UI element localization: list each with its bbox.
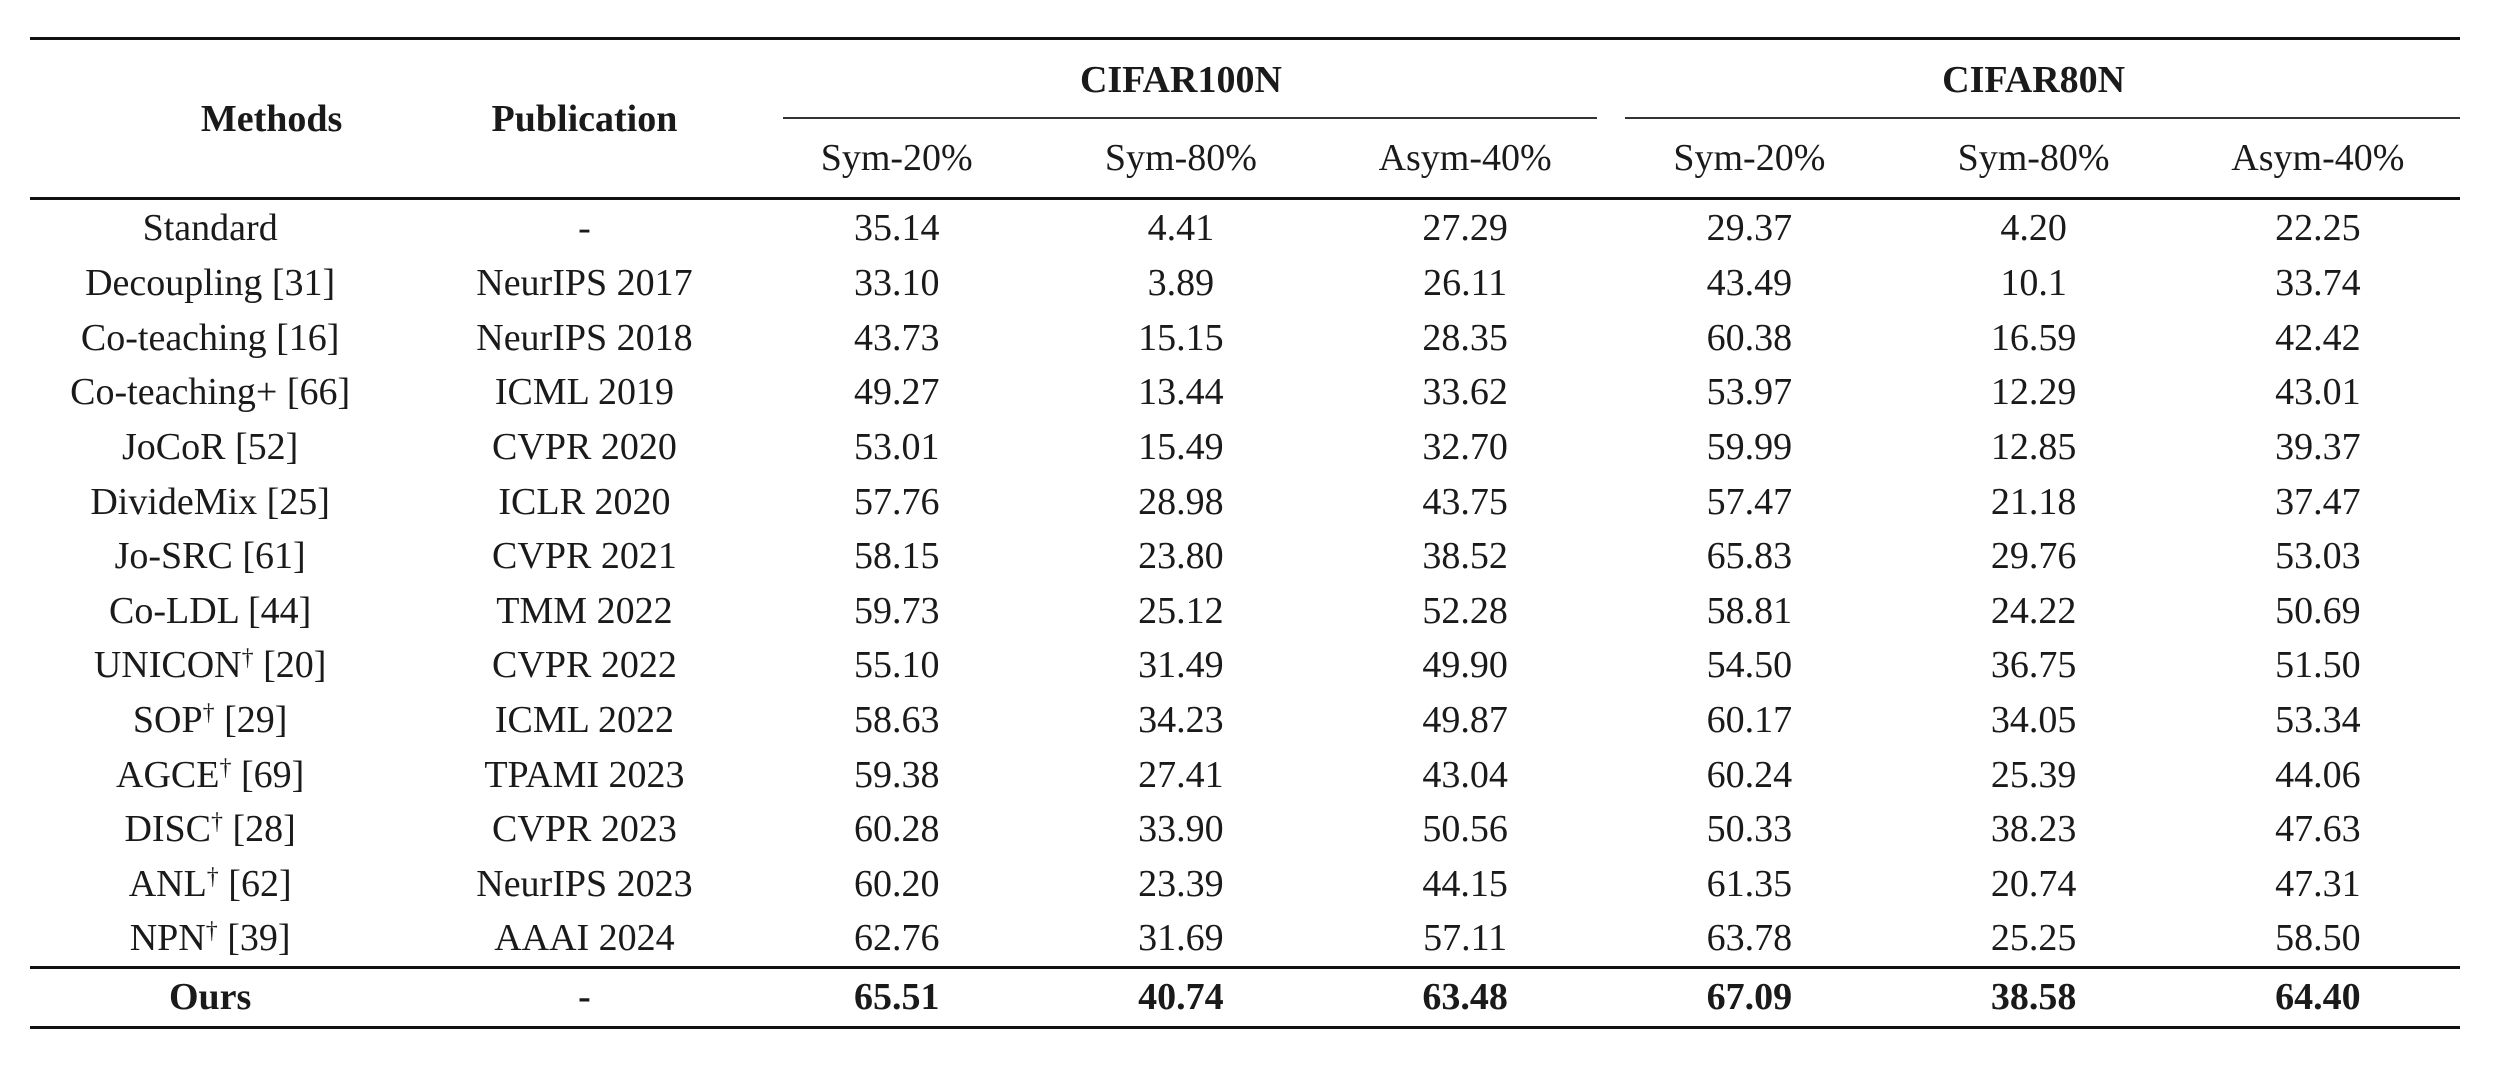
table-row [30, 420, 2460, 475]
publication-cell: CVPR 2020 [492, 426, 677, 469]
publication-cell: NeurIPS 2018 [476, 316, 693, 359]
table-row [30, 474, 2460, 529]
table-row [30, 638, 2460, 693]
ours-value-cell: 40.74 [1138, 976, 1224, 1019]
table-row [30, 256, 2460, 311]
table-row [30, 857, 2460, 912]
value-cell: 59.99 [1706, 426, 1793, 469]
table-row [30, 199, 2460, 257]
value-cell: 59.38 [853, 753, 940, 796]
publication-cell: AAAI 2024 [494, 917, 675, 960]
value-cell: 49.87 [1422, 699, 1508, 742]
value-cell: 33.90 [1138, 808, 1224, 851]
citation-ref: [31] [271, 262, 336, 305]
value-cell: 39.37 [2275, 426, 2361, 469]
citation-ref: [69] [240, 753, 305, 796]
value-cell: 33.74 [2275, 262, 2361, 305]
value-cell: 28.98 [1138, 480, 1224, 523]
ours-row [30, 967, 2460, 1027]
subcolumn-header: Sym-20% [1673, 137, 1826, 179]
table-row [30, 311, 2460, 366]
method-cell [30, 802, 414, 857]
method-name: NPN [129, 917, 206, 960]
method-cell [30, 747, 414, 802]
publication-cell: - [578, 207, 591, 249]
value-cell: 24.22 [1990, 589, 2077, 632]
value-cell: 57.11 [1423, 917, 1508, 960]
results-table-container [30, 37, 2460, 1029]
value-cell: 53.97 [1706, 371, 1793, 414]
publication-header: Publication [491, 97, 678, 140]
value-cell: 31.69 [1138, 917, 1224, 960]
value-cell: 32.70 [1422, 426, 1508, 469]
value-cell: 3.89 [1147, 262, 1215, 305]
ours-value-cell: 65.51 [853, 976, 940, 1019]
value-cell: 44.15 [1422, 862, 1508, 905]
cifar80n-group-rule [1625, 117, 2460, 119]
citation-ref: [20] [263, 644, 327, 687]
table-row [30, 693, 2460, 748]
results-table-body [30, 199, 2460, 968]
method-name: DivideMix [90, 480, 258, 523]
value-cell: 55.10 [853, 644, 940, 687]
dagger-mark: † [202, 700, 215, 727]
cifar100n-group-header [755, 39, 1608, 120]
value-cell: 47.31 [2275, 862, 2361, 905]
method-cell [30, 474, 414, 529]
method-name: Decoupling [85, 262, 263, 305]
publication-cell: TMM 2022 [496, 589, 673, 632]
method-cell [30, 311, 414, 366]
value-cell: 51.50 [2275, 644, 2361, 687]
value-cell: 27.41 [1138, 753, 1224, 796]
cifar80n-group-label: CIFAR80N [1942, 58, 2126, 101]
value-cell: 34.05 [1990, 699, 2077, 742]
value-cell: 43.75 [1422, 480, 1508, 523]
value-cell: 35.14 [853, 207, 940, 249]
value-cell: 38.52 [1422, 535, 1508, 578]
method-name: Co-teaching+ [70, 371, 278, 414]
value-cell: 28.35 [1422, 316, 1508, 359]
method-cell [30, 256, 414, 311]
value-cell: 50.33 [1706, 808, 1793, 851]
publication-cell: NeurIPS 2023 [476, 862, 693, 905]
value-cell: 33.10 [853, 262, 940, 305]
method-cell [30, 857, 414, 912]
value-cell: 52.28 [1422, 589, 1508, 632]
ours-value-cell: 38.58 [1990, 976, 2077, 1019]
value-cell: 29.37 [1706, 207, 1793, 249]
value-cell: 53.03 [2275, 535, 2361, 578]
cifar80n-group-header [1607, 39, 2460, 120]
value-cell: 43.49 [1706, 262, 1793, 305]
method-name: Co-teaching [80, 316, 267, 359]
value-cell: 49.27 [853, 371, 940, 414]
method-cell [30, 420, 414, 475]
value-cell: 15.49 [1138, 426, 1224, 469]
value-cell: 26.11 [1423, 262, 1508, 305]
value-cell: 43.04 [1422, 753, 1508, 796]
method-cell [30, 365, 414, 420]
cifar100n-group-rule [783, 117, 1598, 119]
value-cell: 23.80 [1138, 535, 1224, 578]
value-cell: 53.01 [853, 426, 940, 469]
value-cell: 58.63 [853, 699, 940, 742]
value-cell: 53.34 [2275, 699, 2361, 742]
publication-cell: CVPR 2023 [492, 808, 677, 851]
value-cell: 43.01 [2275, 371, 2361, 414]
header-row-groups [30, 39, 2460, 120]
citation-ref: [39] [227, 917, 291, 960]
table-row [30, 365, 2460, 420]
value-cell: 15.15 [1138, 316, 1224, 359]
value-cell: 27.29 [1422, 207, 1508, 249]
value-cell: 36.75 [1990, 644, 2077, 687]
value-cell: 57.76 [853, 480, 940, 523]
method-name: UNICON [93, 644, 242, 687]
method-name: Co-LDL [109, 589, 239, 632]
method-cell [30, 693, 414, 748]
citation-ref: [29] [224, 699, 288, 742]
method-cell [30, 911, 414, 967]
value-cell: 13.44 [1138, 371, 1224, 414]
value-cell: 10.1 [2000, 262, 2067, 305]
dagger-mark: † [241, 645, 254, 672]
value-cell: 60.17 [1706, 699, 1793, 742]
value-cell: 58.81 [1706, 589, 1793, 632]
value-cell: 42.42 [2275, 316, 2361, 359]
value-cell: 60.20 [853, 862, 940, 905]
publication-cell: ICML 2022 [494, 699, 674, 742]
publication-cell: NeurIPS 2017 [476, 262, 693, 305]
ours-publication-cell: - [578, 976, 591, 1019]
results-table [30, 37, 2460, 1029]
value-cell: 25.25 [1990, 917, 2077, 960]
publication-cell: ICML 2019 [494, 371, 674, 414]
value-cell: 50.56 [1422, 808, 1508, 851]
value-cell: 58.15 [853, 535, 940, 578]
value-cell: 59.73 [853, 589, 940, 632]
method-name: Standard [142, 207, 278, 249]
value-cell: 60.24 [1706, 753, 1793, 796]
method-name: DISC [124, 808, 212, 851]
dagger-mark: † [205, 918, 218, 945]
ours-value-cell: 67.09 [1706, 976, 1793, 1019]
citation-ref: [52] [234, 426, 299, 469]
table-row [30, 747, 2460, 802]
method-name: SOP [132, 699, 203, 742]
method-name: ANL [128, 862, 207, 905]
table-row [30, 802, 2460, 857]
value-cell: 38.23 [1990, 808, 2077, 851]
publication-cell: TPAMI 2023 [484, 753, 685, 796]
citation-ref: [28] [232, 808, 296, 851]
ours-value-cell: 64.40 [2275, 976, 2361, 1019]
value-cell: 60.28 [853, 808, 940, 851]
method-cell [30, 638, 414, 693]
value-cell: 62.76 [853, 917, 940, 960]
value-cell: 61.35 [1706, 862, 1793, 905]
cifar100n-group-label: CIFAR100N [1079, 58, 1282, 101]
value-cell: 12.29 [1990, 371, 2077, 414]
method-name: Jo-SRC [114, 535, 233, 578]
publication-cell: CVPR 2022 [492, 644, 677, 687]
citation-ref: [16] [276, 316, 340, 359]
subcolumn-header: Sym-80% [1104, 137, 1257, 179]
value-cell: 50.69 [2275, 589, 2361, 632]
value-cell: 31.49 [1138, 644, 1224, 687]
value-cell: 21.18 [1990, 480, 2077, 523]
value-cell: 29.76 [1990, 535, 2077, 578]
value-cell: 47.63 [2275, 808, 2361, 851]
publication-cell: ICLR 2020 [498, 480, 671, 523]
ours-value-cell: 63.48 [1422, 976, 1508, 1019]
value-cell: 44.06 [2275, 753, 2361, 796]
value-cell: 16.59 [1990, 316, 2077, 359]
value-cell: 25.39 [1990, 753, 2077, 796]
table-row [30, 911, 2460, 967]
table-row [30, 529, 2460, 584]
subcolumn-header: Sym-80% [1957, 137, 2110, 179]
subcolumn-header: Asym-40% [2231, 137, 2405, 179]
publication-cell: CVPR 2021 [492, 535, 677, 578]
value-cell: 54.50 [1706, 644, 1793, 687]
value-cell: 57.47 [1706, 480, 1793, 523]
methods-header: Methods [200, 97, 343, 140]
citation-ref: [62] [228, 862, 292, 905]
citation-ref: [25] [266, 480, 330, 523]
value-cell: 25.12 [1138, 589, 1224, 632]
subcolumn-header: Asym-40% [1378, 137, 1552, 179]
citation-ref: [66] [286, 371, 351, 414]
value-cell: 58.50 [2275, 917, 2361, 960]
value-cell: 34.23 [1138, 699, 1224, 742]
value-cell: 12.85 [1990, 426, 2077, 469]
value-cell: 37.47 [2275, 480, 2361, 523]
method-name: AGCE [116, 753, 220, 796]
method-cell [30, 584, 414, 639]
citation-ref: [61] [242, 535, 306, 578]
value-cell: 60.38 [1706, 316, 1793, 359]
value-cell: 20.74 [1990, 862, 2077, 905]
value-cell: 49.90 [1422, 644, 1508, 687]
table-row [30, 584, 2460, 639]
method-name: JoCoR [122, 426, 226, 469]
value-cell: 65.83 [1706, 535, 1793, 578]
value-cell: 23.39 [1138, 862, 1224, 905]
subcolumn-header: Sym-20% [820, 137, 973, 179]
value-cell: 4.20 [2000, 207, 2067, 249]
method-cell [30, 529, 414, 584]
value-cell: 63.78 [1706, 917, 1793, 960]
ours-method-cell: Ours [168, 976, 252, 1019]
value-cell: 4.41 [1147, 207, 1215, 249]
dagger-mark: † [206, 863, 219, 890]
dagger-mark: † [211, 809, 224, 836]
citation-ref: [44] [247, 589, 312, 632]
value-cell: 43.73 [853, 316, 940, 359]
value-cell: 22.25 [2275, 207, 2361, 249]
method-cell [30, 199, 414, 257]
value-cell: 33.62 [1422, 371, 1508, 414]
dagger-mark: † [219, 754, 232, 781]
